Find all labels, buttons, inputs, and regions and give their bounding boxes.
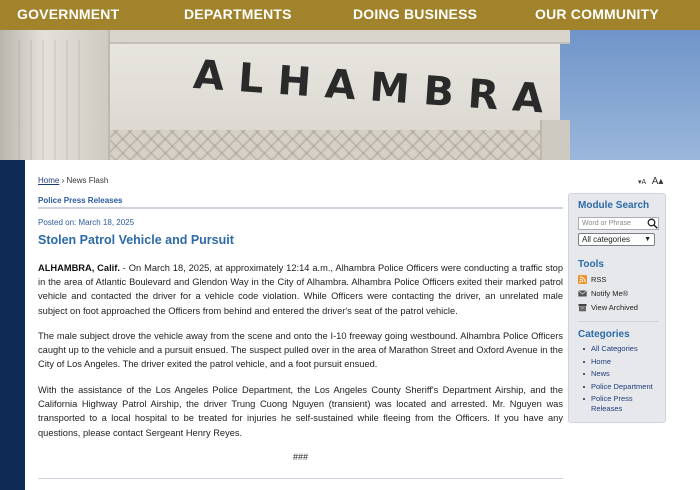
article-dateline: ALHAMBRA, Calif. [38, 263, 120, 273]
category-news-label: News [591, 369, 610, 378]
hero-right-post [540, 120, 570, 165]
hero-pillar-fluting [18, 40, 88, 165]
hero-pillar [0, 30, 110, 165]
search-icon[interactable] [646, 218, 658, 229]
left-dark-strip [0, 160, 25, 490]
tool-rss[interactable] [578, 275, 606, 284]
nav-doing-business[interactable]: DOING BUSINESS [353, 6, 478, 22]
font-larger-button[interactable]: A▴ [651, 176, 664, 187]
posted-date: Posted on: March 18, 2025 [38, 218, 135, 227]
font-smaller-button[interactable]: ▾A [638, 179, 647, 186]
chevron-down-icon: ▼ [644, 236, 651, 243]
article-paragraph-1-text: - On March 18, 2025, at approximately 12:14 a.m., Alhambra Police Officers were conducting a traffic stop in the area of Atlantic Boulevard and Glendon Way in the City of Alhambra. Alhambra Police Officers exited their marked patrol vehicle and contacted the driver for a vehicle code violation. While Officers were contacting the driver, an unrelated male subject on foot approached the Officers from behind and entered the driver's seat of the patrol vehicle. [38, 263, 563, 316]
categories-heading: Categories [578, 329, 630, 340]
article-end-mark: ### [292, 452, 309, 462]
bullet-icon [583, 398, 585, 400]
bottom-divider [38, 478, 563, 479]
section-title[interactable]: Police Press Releases [38, 196, 123, 205]
bullet-icon [583, 348, 585, 350]
category-all-label: All Categories [591, 344, 638, 353]
bullet-icon [583, 361, 585, 363]
nav-our-community[interactable]: OUR COMMUNITY [535, 6, 659, 22]
top-navigation [0, 0, 700, 30]
article-title: Stolen Patrol Vehicle and Pursuit [38, 233, 234, 247]
breadcrumb-home-link[interactable]: Home [38, 176, 60, 185]
section-divider [38, 207, 563, 209]
category-select[interactable] [578, 233, 655, 246]
category-news[interactable] [591, 369, 610, 379]
category-home[interactable] [591, 357, 611, 367]
nav-departments[interactable]: DEPARTMENTS [184, 6, 292, 22]
breadcrumb [38, 176, 108, 185]
tool-view-archived[interactable] [578, 303, 638, 312]
main-content [25, 160, 683, 490]
article-paragraph-3: With the assistance of the Los Angeles Police Department, the Los Angeles County Sheriff's Department Airship, and the California Highway Patrol Airship, the driver Trung Cuong Nguyen (transient) was located and arrested. Mr. Nguyen was transported to a local hospital to be treated for injuries he self-sustained while fleeing from the Officers. If you have any questions, please contact Sergeant Henry Reyes. [38, 385, 563, 438]
module-search-heading: Module Search [578, 200, 650, 211]
tool-notify-me-label: Notify Me® [591, 289, 629, 298]
category-home-label: Home [591, 357, 612, 366]
article-paragraph-1 [38, 261, 563, 318]
font-size-controls [638, 176, 663, 187]
category-select-value: All categories [582, 235, 631, 244]
hero-cornice [110, 30, 570, 44]
nav-government[interactable]: GOVERNMENT [17, 6, 120, 22]
category-police-department[interactable] [591, 382, 653, 392]
breadcrumb-separator: › [61, 176, 65, 185]
bullet-icon [583, 373, 585, 375]
breadcrumb-current: News Flash [66, 176, 109, 185]
rss-icon [578, 275, 587, 284]
hero-sign-text: ALHAMBRA [191, 52, 560, 124]
right-strip [683, 160, 700, 490]
category-police-press-releases[interactable] [591, 394, 649, 414]
article-paragraph-2: The male subject drove the vehicle away from the scene and onto the I-10 freeway going westbound. Alhambra Police Officers caught up to the vehicle and a pursuit ensued. The suspect pulled over in the area of Marathon Street and Oxford Avenue in the City of Los Angeles. The driver exited the patrol vehicle, and a foot pursuit ensued. [38, 331, 563, 370]
sidebar [568, 193, 666, 423]
tool-view-archived-label: View Archived [591, 303, 638, 312]
tools-heading: Tools [578, 259, 604, 270]
tool-rss-label: RSS [591, 275, 607, 284]
envelope-icon [578, 289, 587, 298]
bullet-icon [583, 386, 585, 388]
category-all[interactable] [591, 344, 638, 354]
tool-notify-me[interactable] [578, 289, 628, 298]
sidebar-divider [578, 321, 659, 322]
category-police-press-releases-label: Police Press Releases [591, 394, 633, 413]
hero-banner [0, 30, 700, 165]
search-input[interactable]: Word or Phrase [578, 217, 659, 230]
archive-icon [578, 303, 587, 312]
category-police-department-label: Police Department [591, 382, 653, 391]
